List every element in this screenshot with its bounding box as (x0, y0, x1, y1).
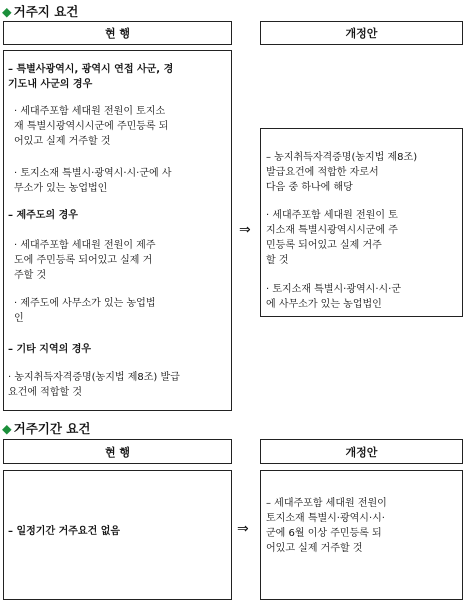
section1-current-item3-intro: – 기타 지역의 경우 (8, 344, 92, 355)
section1-title-text: 거주지 요건 (13, 4, 79, 19)
section1-title (2, 2, 78, 20)
section2-current-header: 현 행 (3, 439, 232, 464)
section1-current-item2-sub2: · 제주도에 사무소가 있는 농업법 인 (14, 298, 156, 324)
diamond-icon: ◆ (2, 4, 12, 19)
section2-revised-item1: – 세대주포함 세대원 전원이 토지소재 특별시·광역시·시· 군에 6월 이상 주민등록 되 어있고 실제 거주할 것 (266, 498, 387, 554)
section1-current-header: 현 행 (3, 21, 232, 45)
section1-current-item1-sub1: · 세대주포함 세대원 전원이 토지소 재 특별시광역시시군에 주민등록 되 어있고 실제 거주할 것 (14, 106, 169, 147)
double-arrow-icon: ⇒ (237, 521, 249, 537)
section1-current-item1-intro: – 특별사광역시, 광역시 연접 사군, 경 기도내 사군의 경우 (8, 64, 174, 90)
section2-title-text: 거주기간 요건 (13, 421, 91, 436)
section2-current-item1: – 일정기간 거주요건 없음 (8, 526, 121, 537)
section1-current-item2-intro: – 제주도의 경우 (8, 210, 78, 221)
section1-current-item1-sub2: · 토지소재 특별시·광역시·시·군에 사 무소가 있는 농업법인 (14, 168, 172, 194)
double-arrow-icon: ⇒ (239, 222, 251, 238)
section2-title (2, 419, 90, 437)
section1-revised-sub2: · 세대주포함 세대원 전원이 토 지소재 특별시광역시시군에 주 민등록 되어있고 실제 거주 할 것 (266, 210, 398, 266)
section1-current-item3-sub1: · 농지취득자격증명(농지법 제8조) 발급 요건에 적합할 것 (8, 372, 180, 398)
section1-revised-sub1: – 농지취득자격증명(농지법 제8조) 발급요건에 적합한 자로서 다음 중 하나에 해당 (266, 152, 418, 193)
diamond-icon: ◆ (2, 421, 12, 436)
section1-revised-sub3: · 토지소재 특별시·광역시·시·군 에 사무소가 있는 농업법인 (266, 284, 401, 310)
section2-revised-header: 개정안 (260, 439, 463, 464)
section1-current-item2-sub1: · 세대주포함 세대원 전원이 제주 도에 주민등록 되어있고 실제 거 주할 것 (14, 240, 156, 281)
section1-revised-header: 개정안 (260, 21, 463, 45)
